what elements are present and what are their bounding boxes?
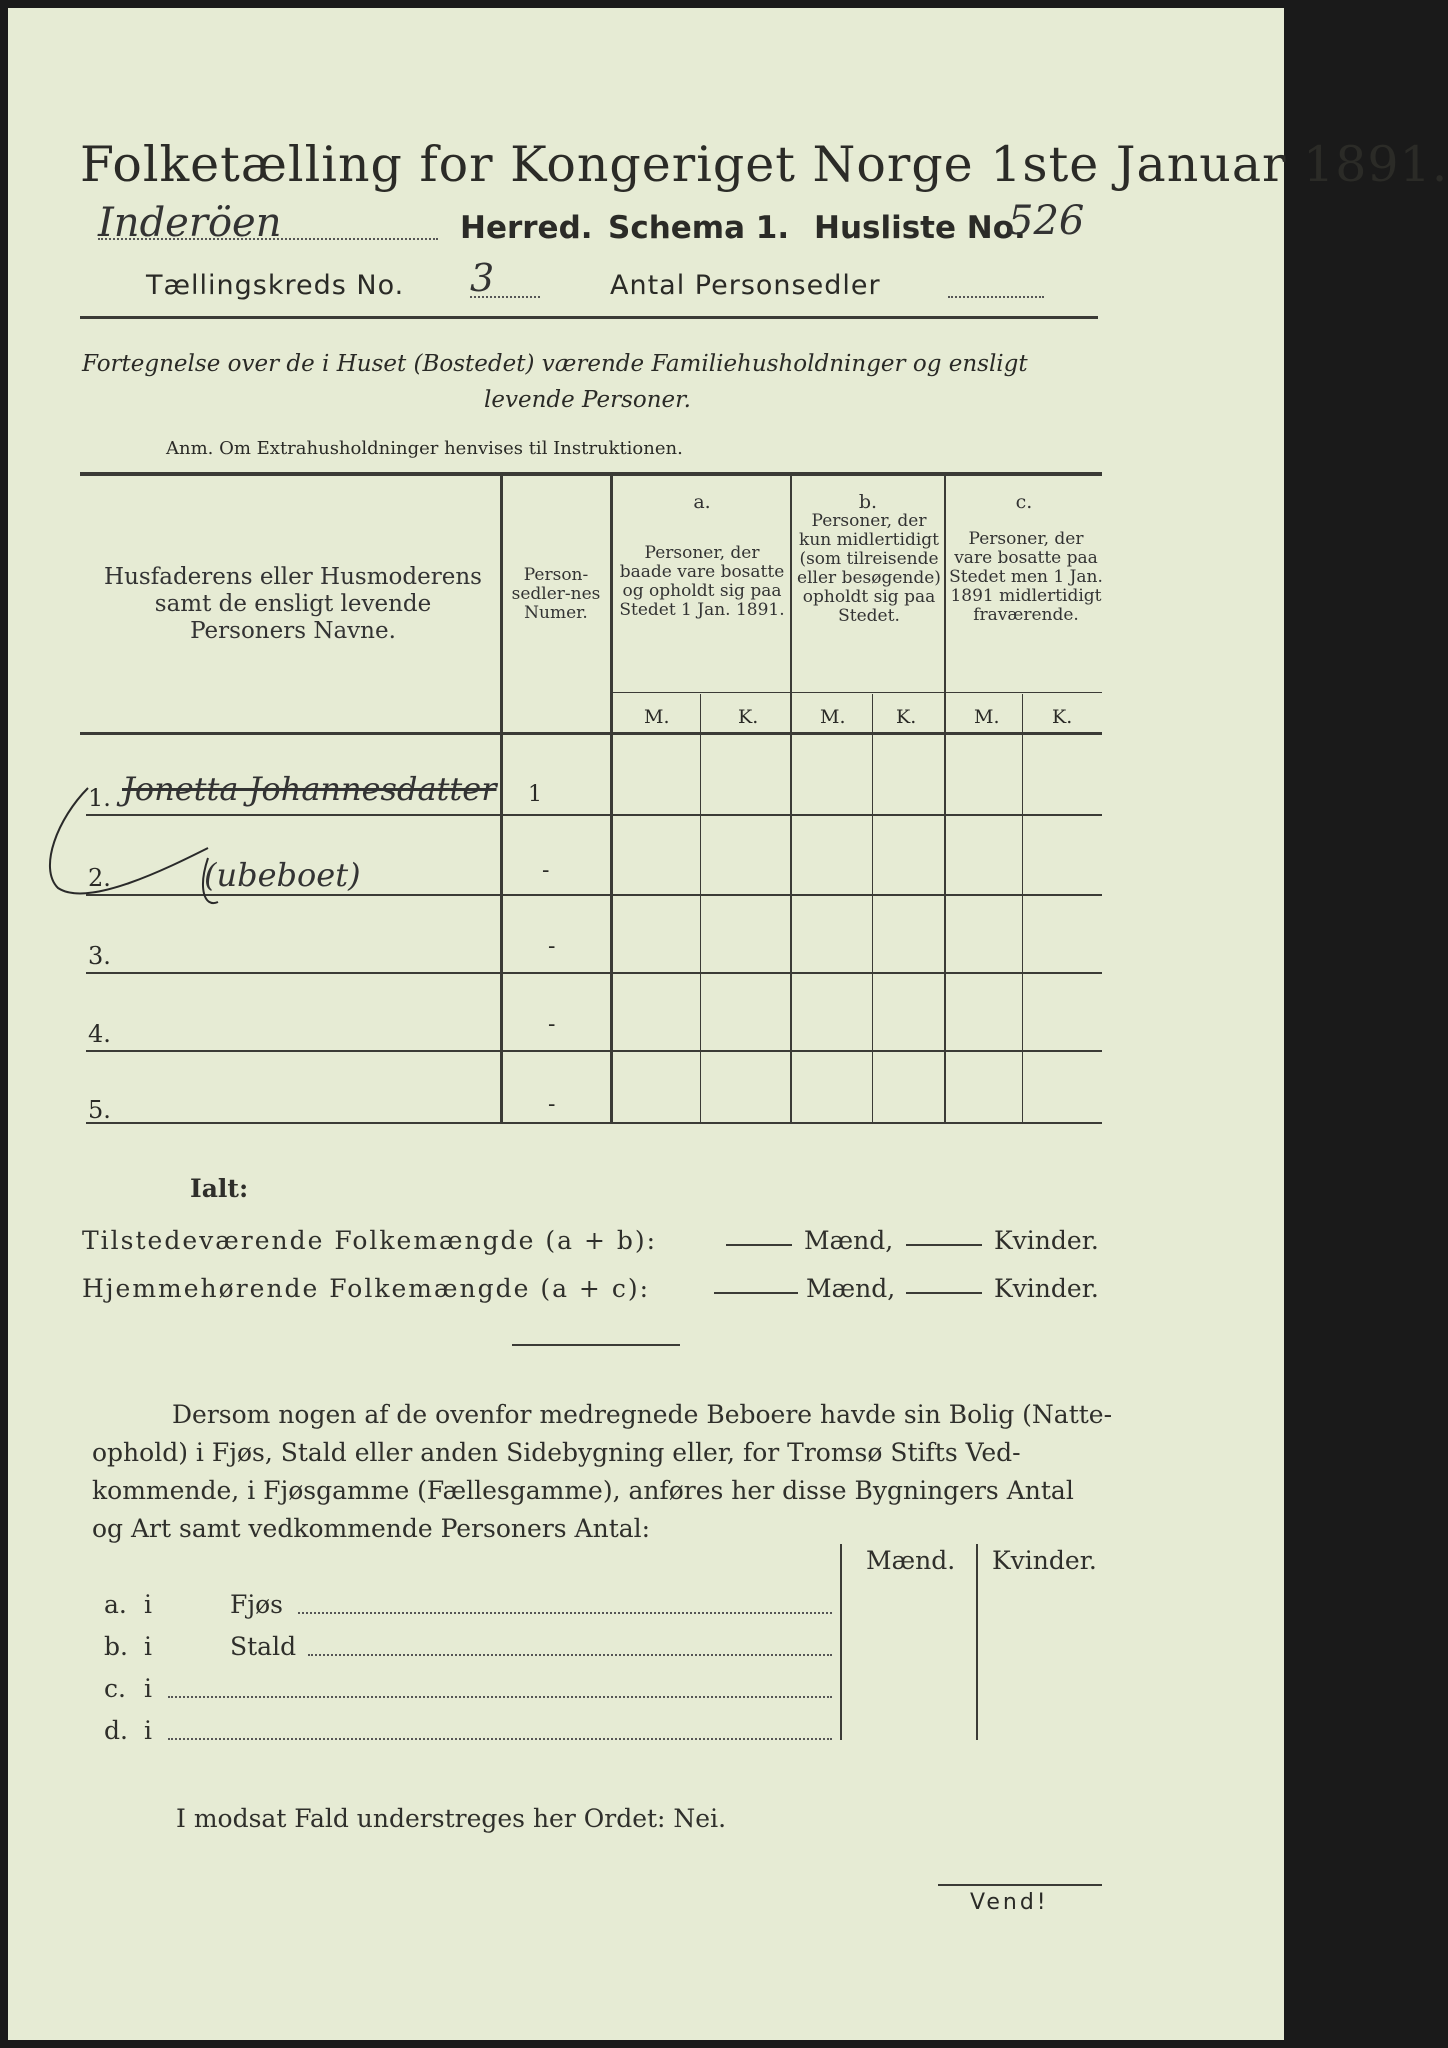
- vend-rule: [938, 1884, 1102, 1886]
- herred-value: Inderöen: [98, 200, 282, 246]
- total-2-maend: Mænd,: [806, 1274, 896, 1303]
- row-4-num: 4.: [88, 1020, 111, 1048]
- building-c-letter: c.: [104, 1674, 126, 1703]
- husliste-value: 526: [1008, 198, 1085, 244]
- table-top-rule: [80, 472, 1102, 476]
- building-c-dots: [168, 1696, 832, 1698]
- antal-label: Antal Personsedler: [610, 270, 881, 301]
- total-line-1-label: Tilstedeværende Folkemængde (a + b):: [82, 1226, 658, 1255]
- herred-dotted-line: [98, 238, 438, 240]
- building-a-i: i: [144, 1590, 152, 1619]
- herred-label: Herred.: [460, 210, 593, 246]
- col-header-b: Personer, der kun midlertidigt (som tilreisende eller besøgende) opholdt sig paa Stedet.: [797, 511, 941, 626]
- col-sep-2: [610, 474, 613, 1124]
- total-1-maend-blank: [726, 1244, 792, 1246]
- building-b-letter: b.: [104, 1632, 128, 1661]
- row-2-numer: -: [542, 858, 550, 883]
- buildings-col-sep-2: [976, 1544, 978, 1740]
- col-sep-b-mk: [872, 694, 873, 1124]
- total-1-kvinder: Kvinder.: [994, 1226, 1099, 1255]
- form-title: Folketælling for Kongeriget Norge 1ste Januar 1891.: [80, 136, 1448, 193]
- kreds-label: Tællingskreds No.: [146, 270, 405, 301]
- col-header-c: Personer, der vare bosatte paa Stedet men 1 Jan. 1891 midlertidigt fraværende.: [949, 529, 1103, 625]
- schema-label: Schema 1.: [608, 210, 790, 246]
- building-a-dots: [298, 1612, 832, 1614]
- col-sep-a-mk: [700, 694, 701, 1124]
- building-a-letter: a.: [104, 1590, 127, 1619]
- handwriting-flourish: [28, 748, 508, 928]
- col-c-m: M.: [974, 706, 1000, 728]
- intro-line-2: levende Personer.: [484, 387, 691, 413]
- mk-rule: [612, 692, 1102, 693]
- total-1-maend: Mænd,: [804, 1226, 894, 1255]
- census-form-sheet: [8, 8, 1448, 2040]
- buildings-col-sep-1: [840, 1544, 842, 1740]
- col-header-numer: Person-sedler-nes Numer.: [511, 565, 601, 623]
- row-1-name: Jonetta Johannesdatter: [122, 770, 497, 808]
- col-sep-3: [790, 474, 792, 1124]
- building-b-dots: [308, 1654, 832, 1656]
- anm-note: Anm. Om Extrahusholdninger henvises til Instruktionen.: [166, 438, 683, 459]
- col-c-letter: c.: [1015, 491, 1033, 513]
- total-2-maend-blank: [714, 1292, 798, 1294]
- building-b-label: Stald: [230, 1632, 297, 1661]
- section-divider: [512, 1344, 680, 1346]
- col-a-letter: a.: [693, 491, 711, 513]
- buildings-para-2: ophold) i Fjøs, Stald eller anden Sidebygning eller, for Tromsø Stifts Ved-: [92, 1438, 1021, 1467]
- col-b-letter: b.: [858, 491, 878, 513]
- col-a-m: M.: [644, 706, 670, 728]
- buildings-maend-header: Mænd.: [866, 1546, 956, 1575]
- building-b-i: i: [144, 1632, 152, 1661]
- building-a-label: Fjøs: [230, 1590, 283, 1619]
- building-d-letter: d.: [104, 1716, 128, 1745]
- row-rule-4: [86, 1050, 1102, 1052]
- row-1-num: 1.: [88, 784, 111, 812]
- row-2-num: 2.: [88, 864, 111, 892]
- husliste-label: Husliste No.: [814, 210, 1026, 246]
- vend-label: Vend!: [970, 1890, 1049, 1915]
- building-c-i: i: [144, 1674, 152, 1703]
- col-header-names: Husfaderens eller Husmoderens samt de ensligt levende Personers Navne.: [104, 564, 482, 644]
- col-sep-c-mk: [1022, 694, 1023, 1124]
- total-2-kvinder-blank: [906, 1292, 982, 1294]
- buildings-para-3: kommende, i Fjøsgamme (Fællesgamme), anføres her disse Bygningers Antal: [92, 1476, 1074, 1505]
- row-5-num: 5.: [88, 1096, 111, 1124]
- kreds-dotted-line: [470, 296, 540, 298]
- kreds-value: 3: [470, 256, 495, 300]
- col-b-k: K.: [896, 706, 917, 728]
- buildings-para-4: og Art samt vedkommende Personers Antal:: [92, 1514, 651, 1543]
- building-d-i: i: [144, 1716, 152, 1745]
- nei-instruction: I modsat Fald understreges her Ordet: Nei.: [176, 1804, 727, 1833]
- col-c-k: K.: [1052, 706, 1073, 728]
- buildings-para-1: Dersom nogen af de ovenfor medregnede Beboere havde sin Bolig (Natte-: [172, 1400, 1113, 1429]
- total-line-2-label: Hjemmehørende Folkemængde (a + c):: [82, 1274, 650, 1303]
- col-sep-4: [944, 474, 946, 1124]
- row-4-numer: -: [548, 1012, 556, 1037]
- row-3-num: 3.: [88, 942, 111, 970]
- col-header-a: Personer, der baade vare bosatte og opholdt sig paa Stedet 1 Jan. 1891.: [619, 543, 785, 620]
- antal-dotted-line: [948, 296, 1044, 298]
- buildings-kvinder-header: Kvinder.: [992, 1546, 1097, 1575]
- col-b-m: M.: [820, 706, 846, 728]
- table-header-rule: [80, 732, 1102, 735]
- row-2-name: (ubeboet): [204, 856, 361, 894]
- col-a-k: K.: [738, 706, 759, 728]
- row-5-numer: -: [548, 1092, 556, 1117]
- row-1-numer: 1: [528, 782, 542, 807]
- row-rule-3: [86, 972, 1102, 974]
- row-3-numer: -: [548, 934, 556, 959]
- total-1-kvinder-blank: [906, 1244, 982, 1246]
- building-d-dots: [168, 1738, 832, 1740]
- ialt-label: Ialt:: [190, 1174, 249, 1203]
- intro-line-1: Fortegnelse over de i Huset (Bostedet) værende Familiehusholdninger og ensligt: [82, 351, 1028, 377]
- header-rule: [80, 316, 1098, 319]
- row-rule-5: [86, 1122, 1102, 1124]
- total-2-kvinder: Kvinder.: [994, 1274, 1099, 1303]
